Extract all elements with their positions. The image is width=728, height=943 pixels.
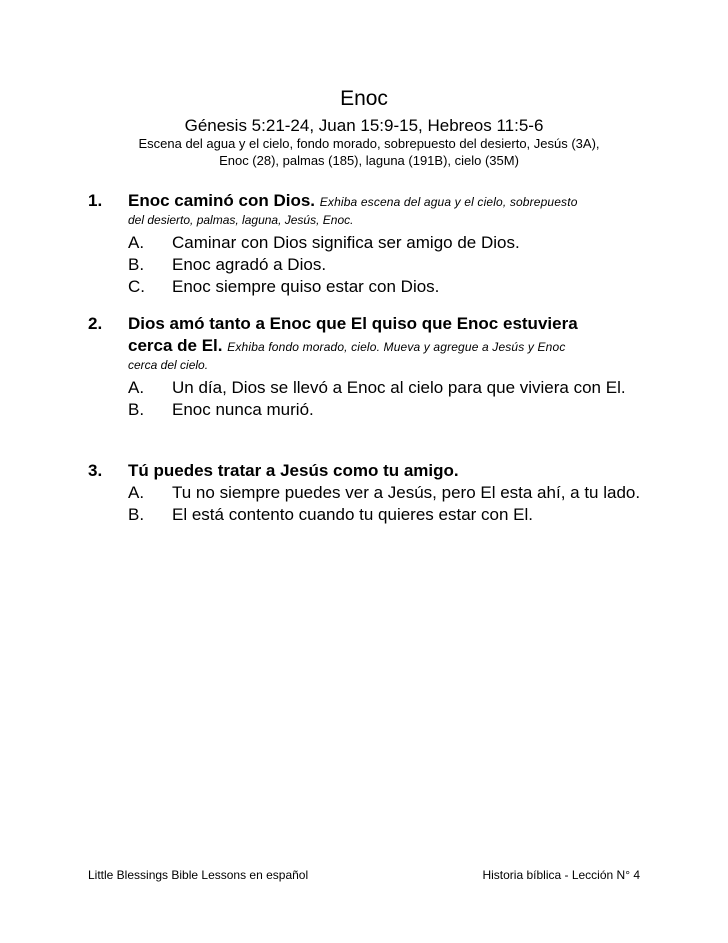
materials-line-2: Enoc (28), palmas (185), laguna (191B), cielo (35M) bbox=[219, 153, 519, 168]
point-text: Un día, Dios se llevó a Enoc al cielo para que viviera con El. bbox=[172, 378, 626, 397]
point-letter: A. bbox=[128, 233, 145, 252]
list-item bbox=[128, 232, 644, 254]
section-instruction-continued: del desierto, palmas, laguna, Jesús, Enoc. bbox=[128, 213, 354, 227]
section-heading bbox=[128, 190, 644, 213]
section-heading-line-2: cerca de El. bbox=[128, 336, 223, 355]
section-heading-line-1: Dios amó tanto a Enoc que El quiso que Enoc estuviera bbox=[128, 314, 578, 333]
point-text: Caminar con Dios significa ser amigo de Dios. bbox=[172, 233, 520, 252]
section-instruction: Exhiba fondo morado, cielo. Mueva y agregue a Jesús y Enoc bbox=[227, 340, 566, 354]
scripture-references: Génesis 5:21-24, Juan 15:9-15, Hebreos 11:5-6 bbox=[184, 116, 544, 135]
list-item bbox=[128, 399, 644, 421]
section-instruction: Exhiba escena del agua y el cielo, sobrepuesto bbox=[319, 195, 578, 209]
list-item bbox=[128, 276, 644, 298]
section-3 bbox=[88, 460, 644, 526]
section-number: 2. bbox=[88, 314, 103, 333]
section-heading bbox=[128, 460, 644, 482]
point-text: El está contento cuando tu quieres estar con El. bbox=[172, 505, 534, 524]
point-letter: B. bbox=[128, 505, 145, 524]
point-list bbox=[128, 482, 644, 526]
point-text: Enoc siempre quiso estar con Dios. bbox=[172, 277, 440, 296]
point-letter: A. bbox=[128, 378, 145, 397]
lesson-title: Enoc bbox=[340, 87, 388, 110]
point-letter: B. bbox=[128, 255, 145, 274]
section-heading bbox=[128, 313, 644, 358]
list-item bbox=[128, 482, 644, 504]
point-letter: B. bbox=[128, 400, 145, 419]
point-letter: C. bbox=[128, 277, 145, 296]
point-text: Tu no siempre puedes ver a Jesús, pero El esta ahí, a tu lado. bbox=[172, 483, 641, 502]
section-1 bbox=[88, 190, 644, 298]
section-number: 1. bbox=[88, 191, 103, 210]
footer-lesson-number: Historia bíblica - Lección N° 4 bbox=[482, 868, 640, 882]
point-letter: A. bbox=[128, 483, 145, 502]
section-heading-text: Enoc caminó con Dios. bbox=[128, 191, 316, 210]
materials-line-1: Escena del agua y el cielo, fondo morado, sobrepuesto del desierto, Jesús (3A), bbox=[138, 136, 600, 151]
section-heading-text: Tú puedes tratar a Jesús como tu amigo. bbox=[128, 461, 459, 480]
list-item bbox=[128, 254, 644, 276]
section-number: 3. bbox=[88, 461, 103, 480]
section-2 bbox=[88, 313, 644, 421]
point-list bbox=[128, 232, 644, 298]
materials-list bbox=[104, 135, 634, 169]
point-text: Enoc agradó a Dios. bbox=[172, 255, 327, 274]
footer-series-name: Little Blessings Bible Lessons en español bbox=[88, 868, 309, 882]
section-instruction-continued: cerca del cielo. bbox=[128, 358, 209, 372]
list-item bbox=[128, 377, 644, 399]
point-list bbox=[128, 377, 644, 421]
list-item bbox=[128, 504, 644, 526]
point-text: Enoc nunca murió. bbox=[172, 400, 314, 419]
